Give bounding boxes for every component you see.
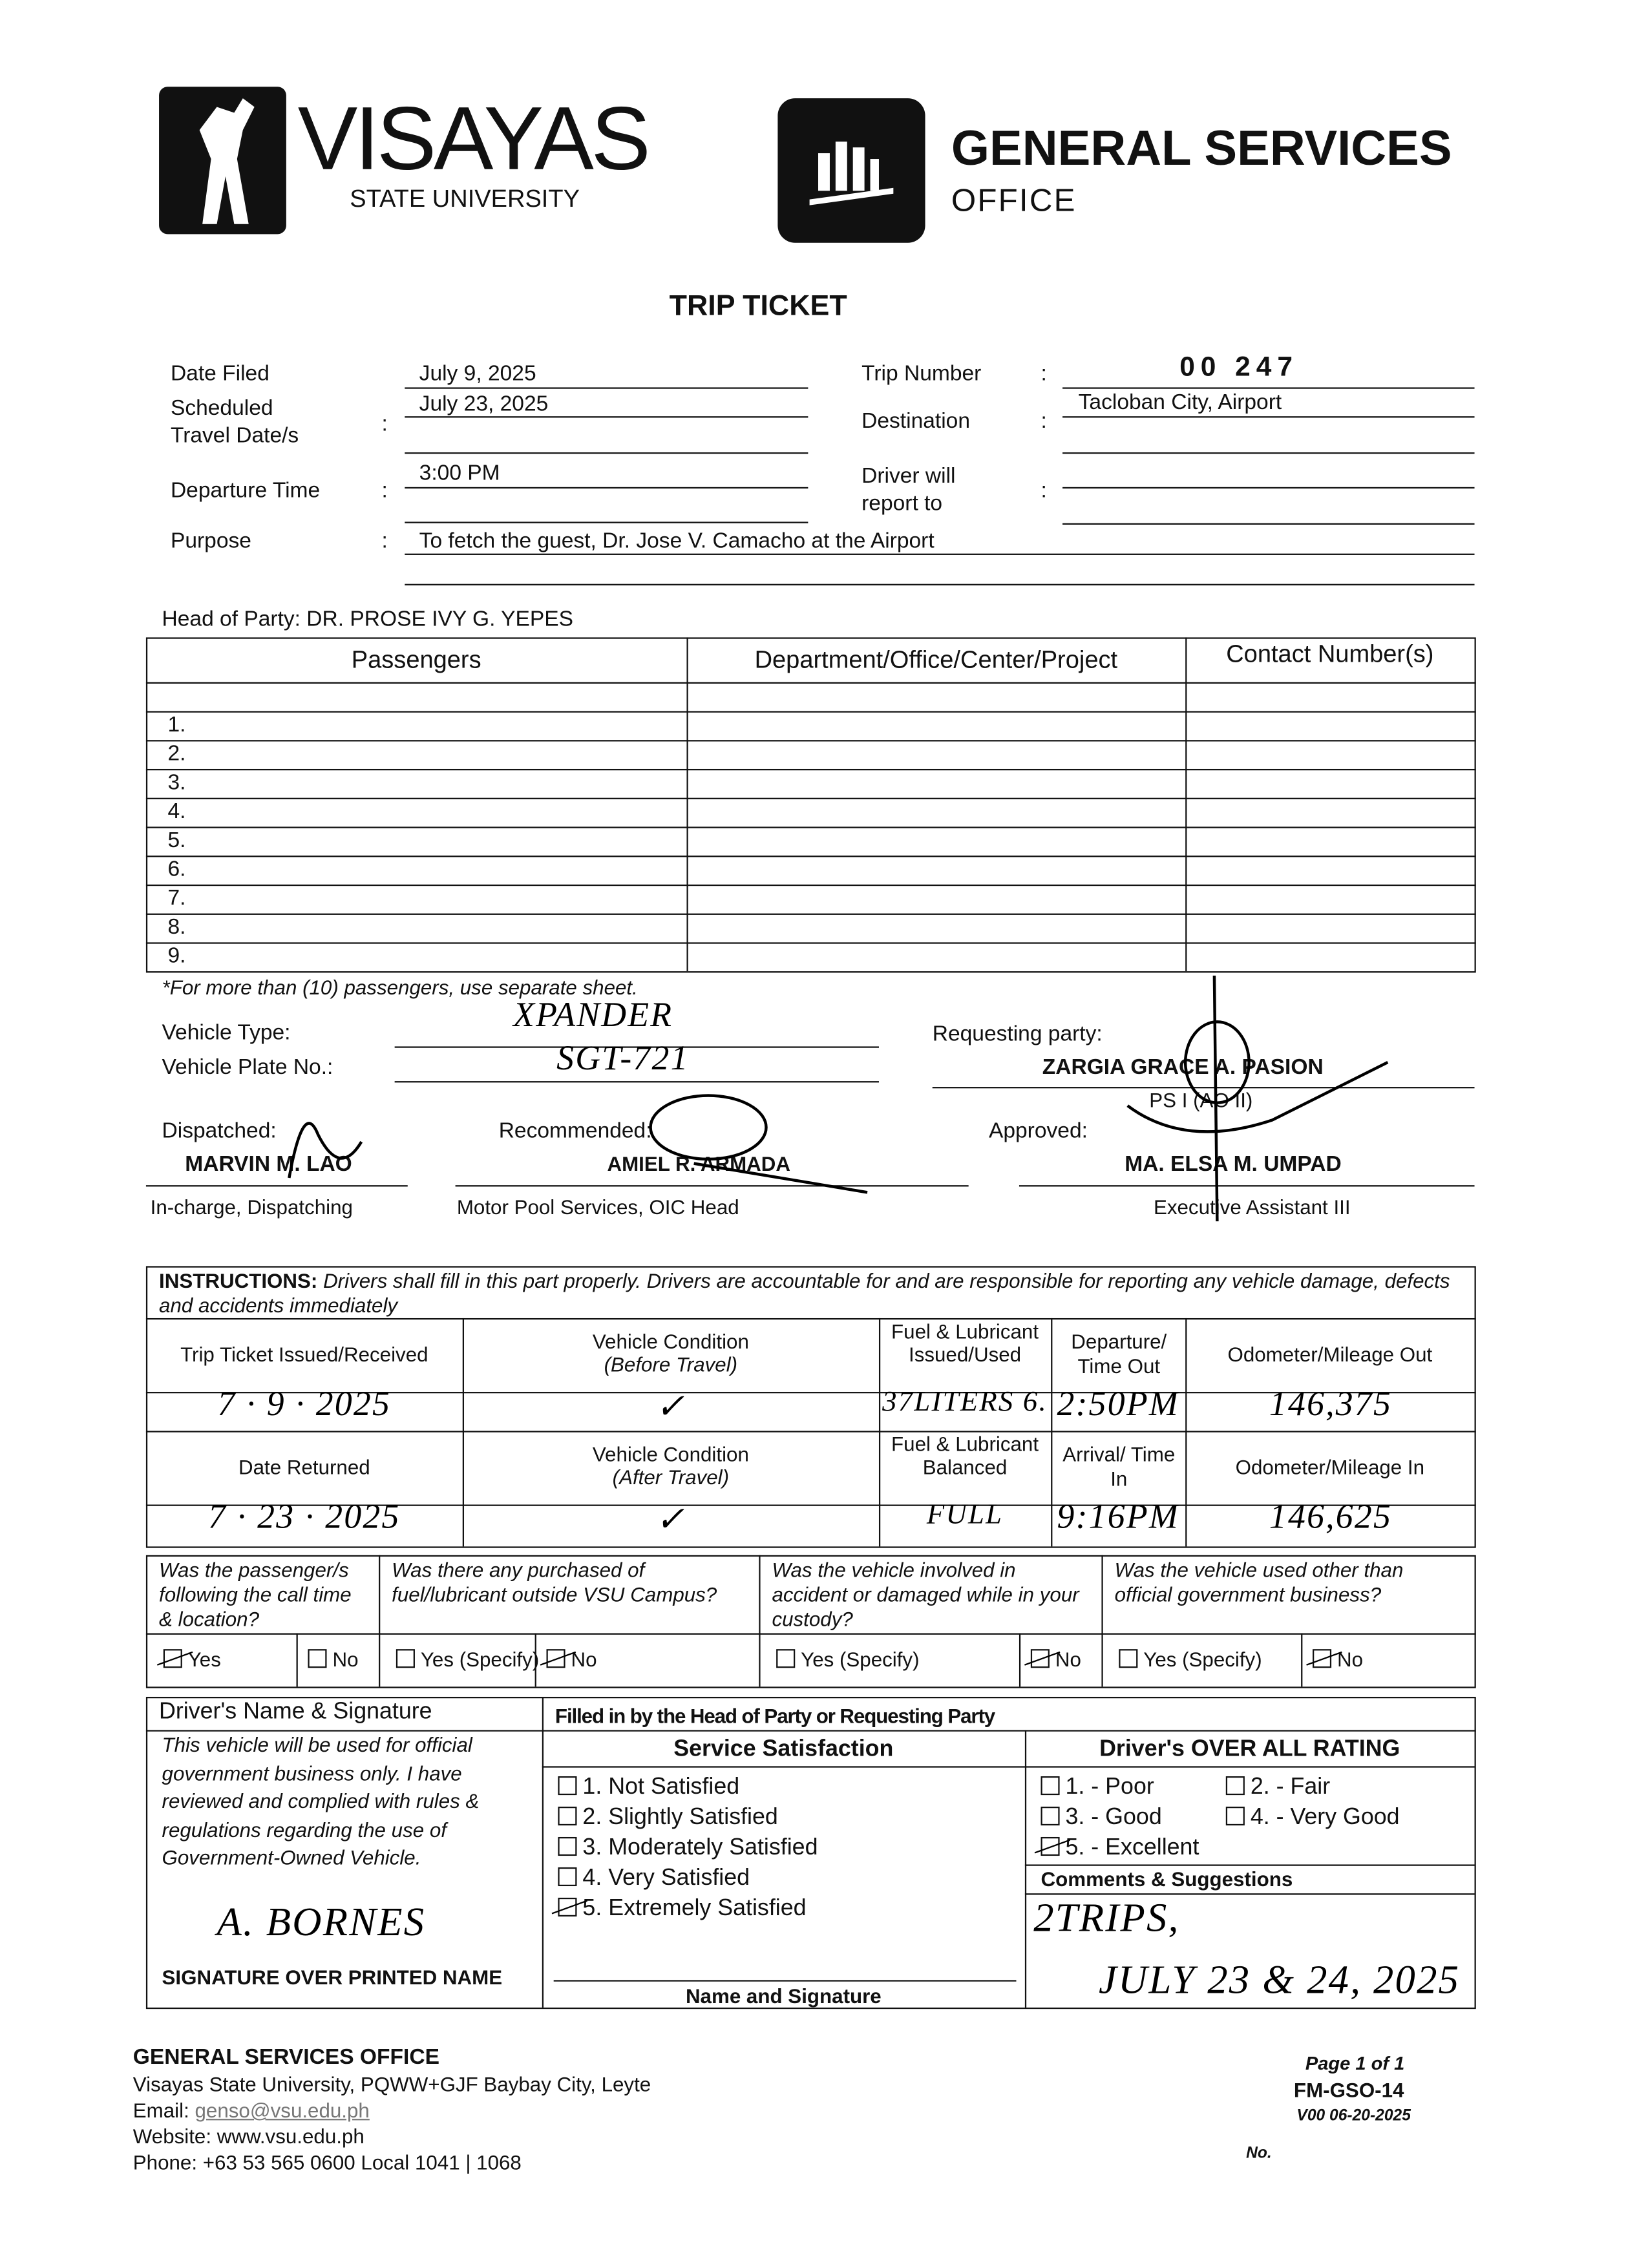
instructions-text: INSTRUCTIONS: Drivers shall fill in this part properly. Drivers are accountable for and are responsible for reporting any vehicle damage, defects and accidents immediately xyxy=(159,1268,1450,1317)
footer-phone: Phone: +63 53 565 0600 Local 1041 | 1068 xyxy=(132,2150,522,2174)
dispatched-title: In-charge, Dispatching xyxy=(150,1195,353,1219)
colon: : xyxy=(1041,361,1047,386)
head-of-party: Head of Party: DR. PROSE IVY G. YEPES xyxy=(162,607,574,632)
colon: : xyxy=(381,412,388,437)
service-option[interactable]: 2. Slightly Satisfied xyxy=(558,1805,777,1831)
vehicle-type-label: Vehicle Type: xyxy=(162,1020,291,1045)
checkbox-icon xyxy=(396,1649,415,1668)
driver-signature-label: SIGNATURE OVER PRINTED NAME xyxy=(162,1966,503,1989)
departure-label: Departure Time xyxy=(170,478,321,503)
requesting-party-name: ZARGIA GRACE A. PASION xyxy=(1042,1055,1324,1080)
checkbox-icon xyxy=(776,1649,795,1668)
handwritten-entry[interactable]: 2:50PM xyxy=(1057,1386,1179,1424)
department-header: Department/Office/Center/Project xyxy=(754,646,1118,674)
office-title: GENERAL SERVICES xyxy=(951,121,1452,176)
rating-option[interactable]: 1. - Poor xyxy=(1041,1775,1154,1801)
scheduled-label-2: Travel Date/s xyxy=(170,423,299,448)
vehicle-condition-header: Vehicle Condition (Before Travel) xyxy=(592,1329,749,1376)
trip-number-value: 00 247 xyxy=(1179,352,1298,383)
odometer-header: Odometer/Mileage In xyxy=(1235,1455,1425,1479)
comments-header: Comments & Suggestions xyxy=(1041,1867,1293,1891)
date-filed-value[interactable]: July 9, 2025 xyxy=(419,361,536,386)
handwritten-entry[interactable]: FULL xyxy=(926,1498,1004,1531)
vehicle-condition-header: Vehicle Condition (After Travel) xyxy=(592,1442,749,1489)
driver-report-label-2: report to xyxy=(861,491,943,516)
form-title: TRIP TICKET xyxy=(669,290,847,322)
handwritten-entry[interactable]: 37LITERS 6. xyxy=(882,1386,1048,1418)
passenger-row-number: 3. xyxy=(167,770,186,795)
departure-value[interactable]: 3:00 PM xyxy=(419,461,500,486)
question-yes-checkbox[interactable]: Yes (Specify) xyxy=(776,1648,919,1671)
rating-option[interactable]: 5. - Excellent xyxy=(1041,1836,1199,1862)
footer-address: Visayas State University, PQWW+GJF Baybay City, Leyte xyxy=(132,2072,651,2096)
building-icon xyxy=(777,98,925,243)
checkbox-icon xyxy=(1041,1837,1059,1856)
office-subtitle: OFFICE xyxy=(951,182,1077,218)
checkbox-icon xyxy=(558,1807,576,1825)
question-yes-checkbox[interactable]: Yes (Specify) xyxy=(1119,1648,1262,1671)
footer-office: GENERAL SERVICES OFFICE xyxy=(132,2045,439,2070)
passenger-row-number: 7. xyxy=(167,886,186,911)
trip-number-label: Trip Number xyxy=(861,361,982,386)
handwritten-entry[interactable]: 9:16PM xyxy=(1057,1498,1179,1537)
checkbox-icon xyxy=(547,1649,565,1668)
checkbox-icon xyxy=(1031,1649,1050,1668)
driver-statement: This vehicle will be used for official government business only. I have reviewed and complied with rules & regulations regarding the use of Government-Owned Vehicle. xyxy=(162,1732,480,1869)
driver-report-label: Driver will xyxy=(861,464,956,489)
fuel-header: Fuel & Lubricant Balanced xyxy=(891,1432,1039,1479)
trip-col-header: Trip Ticket Issued/Received xyxy=(180,1342,428,1366)
recommended-name: AMIEL R. ARMADA xyxy=(607,1151,791,1175)
service-option[interactable]: 4. Very Satisfied xyxy=(558,1866,750,1892)
checkbox-icon xyxy=(558,1837,576,1856)
passenger-row-number: 1. xyxy=(167,712,186,737)
comments-line-1[interactable]: 2TRIPS, xyxy=(1033,1896,1180,1942)
destination-value[interactable]: Tacloban City, Airport xyxy=(1078,390,1282,415)
checkbox-icon xyxy=(558,1776,576,1795)
requesting-party-title: PS I (AO II) xyxy=(1149,1088,1253,1112)
number-label: No. xyxy=(1246,2145,1272,2163)
requesting-party-label: Requesting party: xyxy=(932,1022,1103,1047)
colon: : xyxy=(381,529,388,554)
checkbox-icon xyxy=(1041,1807,1059,1825)
time-header: Arrival/ Time In xyxy=(1062,1442,1176,1491)
question-text: Was there any purchased of fuel/lubricant outside VSU Campus? xyxy=(392,1558,717,1606)
vsu-logo-subtext: STATE UNIVERSITY xyxy=(350,185,580,213)
destination-label: Destination xyxy=(861,409,970,434)
rating-option[interactable]: 4. - Very Good xyxy=(1226,1805,1400,1831)
checkbox-icon xyxy=(558,1898,576,1916)
vsu-logo-text: VISAYAS xyxy=(297,89,648,190)
purpose-value[interactable]: To fetch the guest, Dr. Jose V. Camacho at the Airport xyxy=(419,529,935,554)
dispatched-label: Dispatched: xyxy=(162,1118,277,1144)
vsu-logo xyxy=(159,87,648,238)
vsu-logo-emblem xyxy=(159,87,286,234)
passenger-row-number: 9. xyxy=(167,943,186,969)
checkbox-icon xyxy=(1226,1807,1245,1825)
question-text: Was the vehicle involved in accident or damaged while in your custody? xyxy=(772,1558,1079,1631)
vehicle-plate-value[interactable]: SGT-721 xyxy=(556,1040,690,1078)
question-text: Was the vehicle used other than official government business? xyxy=(1114,1558,1404,1606)
footer-website[interactable]: Website: www.vsu.edu.ph xyxy=(132,2125,364,2148)
passengers-header: Passengers xyxy=(351,646,481,674)
question-no-checkbox[interactable]: No xyxy=(1031,1648,1081,1671)
scheduled-label: Scheduled xyxy=(170,395,273,421)
passenger-row-number: 8. xyxy=(167,914,186,940)
question-yes-checkbox[interactable]: Yes (Specify) xyxy=(396,1648,539,1671)
vehicle-type-value[interactable]: XPANDER xyxy=(513,997,673,1035)
checkbox-icon xyxy=(1041,1776,1059,1795)
handwritten-entry[interactable]: 146,625 xyxy=(1269,1498,1393,1537)
handwritten-entry[interactable]: 7 · 9 · 2025 xyxy=(217,1386,392,1424)
gso-logo xyxy=(777,98,925,243)
service-option[interactable]: 5. Extremely Satisfied xyxy=(558,1896,806,1922)
checkbox-icon xyxy=(1226,1776,1245,1795)
handwritten-entry[interactable]: 146,375 xyxy=(1269,1386,1393,1424)
service-option[interactable]: 3. Moderately Satisfied xyxy=(558,1836,818,1862)
colon: : xyxy=(381,478,388,503)
checkbox-icon xyxy=(1313,1649,1331,1668)
name-signature-label: Name and Signature xyxy=(685,1984,882,2008)
recommended-label: Recommended: xyxy=(498,1118,652,1144)
recommended-title: Motor Pool Services, OIC Head xyxy=(456,1195,739,1219)
filled-by-label: Filled in by the Head of Party or Requesting Party xyxy=(555,1704,995,1727)
rating-option[interactable]: 3. - Good xyxy=(1041,1805,1161,1831)
handwritten-entry[interactable]: ✓ xyxy=(655,1502,686,1540)
question-text: Was the passenger/s following the call time & location? xyxy=(159,1558,352,1631)
vehicle-plate-label: Vehicle Plate No.: xyxy=(162,1055,333,1080)
passengers-table xyxy=(146,637,1476,972)
passenger-row-number: 4. xyxy=(167,799,186,824)
scheduled-value[interactable]: July 23, 2025 xyxy=(419,392,549,417)
driver-name-header: Driver's Name & Signature xyxy=(159,1699,432,1725)
handwritten-entry[interactable]: 7 · 23 · 2025 xyxy=(208,1498,401,1537)
form-version: V00 06-20-2025 xyxy=(1296,2107,1411,2125)
purpose-label: Purpose xyxy=(170,529,251,554)
footer-email: Email: genso@vsu.edu.ph xyxy=(132,2098,370,2122)
question-no-checkbox[interactable]: No xyxy=(1313,1648,1363,1671)
comments-line-2[interactable]: JULY 23 & 24, 2025 xyxy=(1098,1958,1461,2004)
approved-title: Executive Assistant III xyxy=(1153,1195,1351,1219)
fuel-header: Fuel & Lubricant Issued/Used xyxy=(891,1319,1039,1366)
handwritten-entry[interactable]: ✓ xyxy=(655,1389,686,1427)
rating-option[interactable]: 2. - Fair xyxy=(1226,1775,1330,1801)
dispatched-name: MARVIN M. LAO xyxy=(185,1151,352,1177)
form-code: FM-GSO-14 xyxy=(1293,2078,1404,2102)
rating-header: Driver's OVER ALL RATING xyxy=(1099,1737,1400,1762)
passengers-note: *For more than (10) passengers, use separate sheet. xyxy=(162,975,638,999)
odometer-header: Odometer/Mileage Out xyxy=(1227,1342,1433,1366)
service-satisfaction-header: Service Satisfaction xyxy=(673,1737,894,1762)
passenger-row-number: 5. xyxy=(167,828,186,853)
approved-label: Approved: xyxy=(988,1118,1088,1144)
checkbox-icon xyxy=(308,1649,326,1668)
time-header: Departure/ Time Out xyxy=(1071,1329,1167,1378)
question-no-checkbox[interactable]: No xyxy=(308,1648,358,1671)
approved-name: MA. ELSA M. UMPAD xyxy=(1125,1151,1342,1177)
passenger-row-number: 6. xyxy=(167,857,186,882)
checkbox-icon xyxy=(558,1867,576,1886)
signature-marks xyxy=(260,961,1417,1250)
question-yes-checkbox[interactable]: Yes xyxy=(164,1648,221,1671)
driver-signature[interactable]: A. BORNES xyxy=(217,1900,426,1946)
colon: : xyxy=(1041,409,1047,434)
checkbox-icon xyxy=(164,1649,182,1668)
question-no-checkbox[interactable]: No xyxy=(547,1648,597,1671)
passenger-row-number: 2. xyxy=(167,741,186,766)
page-number: Page 1 of 1 xyxy=(1305,2052,1405,2074)
email-link[interactable]: genso@vsu.edu.ph xyxy=(195,2098,370,2122)
checkbox-icon xyxy=(1119,1649,1137,1668)
colon: : xyxy=(1041,478,1047,503)
service-option[interactable]: 1. Not Satisfied xyxy=(558,1775,739,1801)
contact-header: Contact Number(s) xyxy=(1226,640,1434,668)
date-filed-label: Date Filed xyxy=(170,361,269,386)
trip-col-header: Date Returned xyxy=(238,1455,370,1479)
